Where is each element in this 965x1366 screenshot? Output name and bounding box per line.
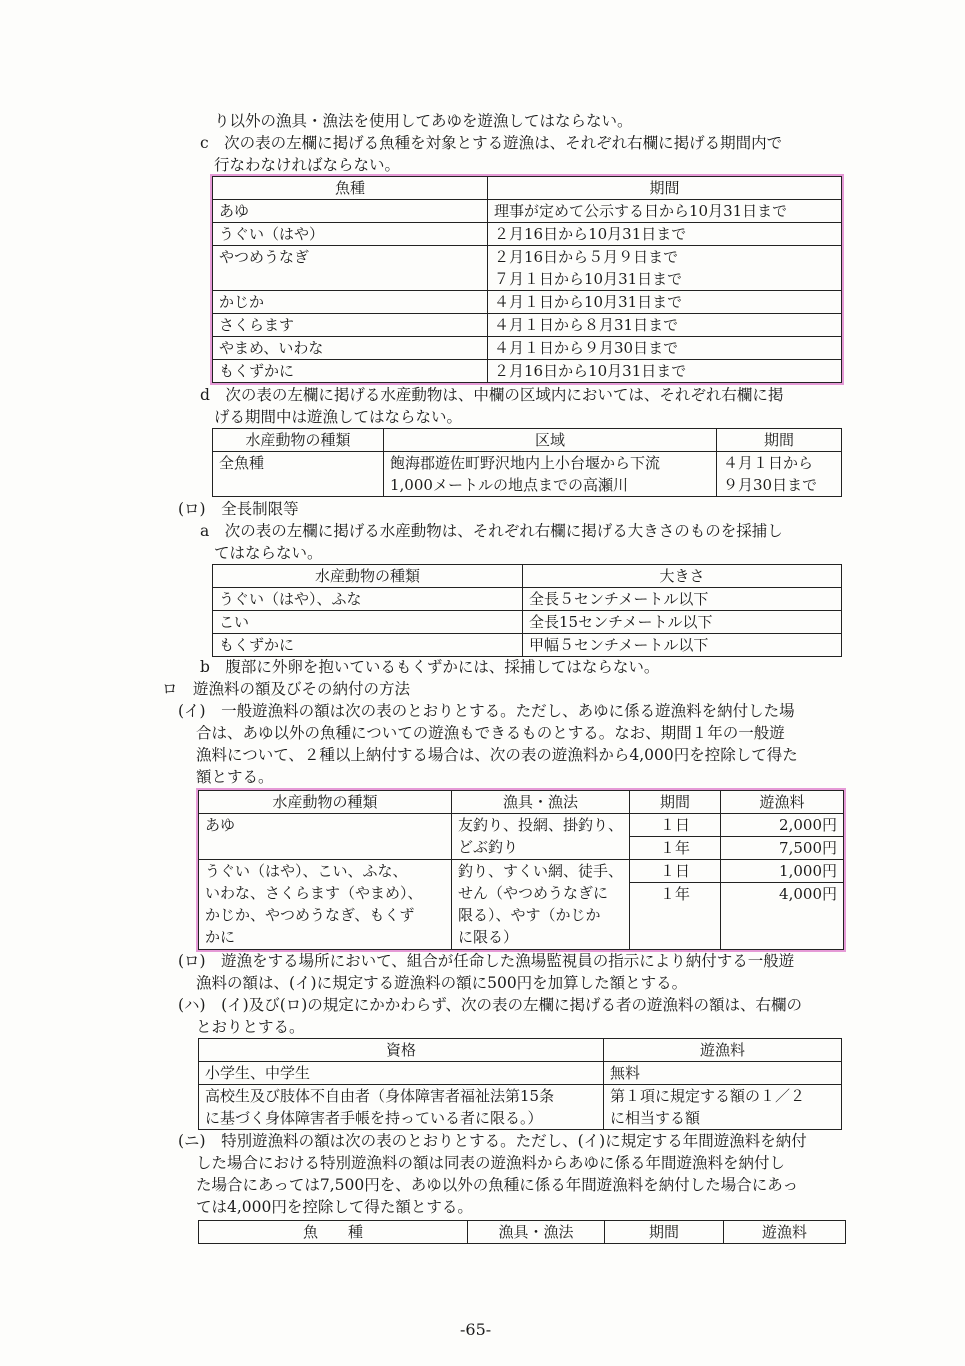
- table-header: 魚種: [213, 177, 488, 200]
- text-line: り以外の漁具・漁法を使用してあゆを遊漁してはならない。: [214, 112, 633, 130]
- text-line: d 次の表の左欄に掲げる水産動物は、中欄の区域内においては、それぞれ右欄に掲: [200, 386, 784, 404]
- table-header: 漁具・漁法: [468, 1221, 605, 1244]
- table-header: 遊漁料: [604, 1039, 842, 1062]
- table-row: 全魚種 飽海郡遊佐町野沢地内上小台堰から下流 1,000メートルの地点までの高瀬川 ４月１日から ９月30日まで: [213, 452, 842, 497]
- text-line: ロ 遊漁料の額及びその納付の方法: [162, 680, 411, 698]
- text-line: a 次の表の左欄に掲げる水産動物は、それぞれ右欄に掲げる大きさのものを採捕し: [200, 522, 783, 540]
- table-row: かじか ４月１日から10月31日まで: [213, 291, 842, 314]
- text-line: 漁料の額は、(イ)に規定する遊漁料の額に500円を加算した額とする。: [196, 974, 688, 992]
- table-row: ７月１日から10月31日まで: [213, 268, 842, 291]
- table-row: やつめうなぎ ２月16日から５月９日まで: [213, 246, 842, 269]
- table-header: 水産動物の種類: [213, 565, 523, 588]
- table-header: 期間: [605, 1221, 724, 1244]
- table-row: もくずかに 甲幅５センチメートル以下: [213, 634, 842, 657]
- table-row: もくずかに ２月16日から10月31日まで: [213, 360, 842, 383]
- table-row: あゆ 理事が定めて公示する日から10月31日まで: [213, 200, 842, 223]
- table-row: うぐい（はや）、ふな 全長５センチメートル以下: [213, 588, 842, 611]
- text-line: b 腹部に外卵を抱いているもくずかには、採捕してはならない。: [200, 658, 660, 676]
- text-line: てはならない。: [214, 544, 323, 562]
- text-line: した場合における特別遊漁料の額は同表の遊漁料からあゆに係る年間遊漁料を納付し: [196, 1154, 786, 1172]
- table-row: １年 4,000円: [199, 883, 844, 950]
- table-header: 水産動物の種類: [213, 429, 384, 452]
- table-header: 資格: [199, 1039, 604, 1062]
- text-line: 額とする。: [196, 768, 274, 786]
- text-line: (イ) 一般遊漁料の額は次の表のとおりとする。ただし、あゆに係る遊漁料を納付した場: [178, 702, 795, 720]
- table-header: 漁具・漁法: [452, 791, 630, 814]
- text-line: (ロ) 遊漁をする場所において、組合が任命した漁場監視員の指示により納付する一般遊: [178, 952, 795, 970]
- size-limit-table: [212, 564, 842, 657]
- table-row: １年 7,500円: [199, 837, 844, 860]
- fish-season-table: [212, 176, 842, 383]
- table-row: 高校生及び肢体不自由者（身体障害者福祉法第15条 に基づく身体障害者手帳を持っている者に限る。） 第１項に規定する額の１／２ に相当する額: [199, 1085, 842, 1130]
- special-fee-table: [198, 1220, 846, 1244]
- page-number: -65-: [460, 1320, 492, 1339]
- text-line: げる期間中は遊漁してはならない。: [214, 408, 463, 426]
- table-header: 期間: [488, 177, 842, 200]
- qualification-fee-table: [198, 1038, 842, 1130]
- text-line: 漁料について、２種以上納付する場合は、次の表の遊漁料から4,000円を控除して得た: [196, 746, 798, 764]
- text-line: た場合にあっては7,500円を、あゆ以外の魚種に係る年間遊漁料を納付した場合にあっ: [196, 1176, 799, 1194]
- text-line: (ロ) 全長制限等: [178, 500, 299, 518]
- table-row: やまめ、いわな ４月１日から９月30日まで: [213, 337, 842, 360]
- table-header: 大きさ: [523, 565, 842, 588]
- table-header: 魚 種: [199, 1221, 468, 1244]
- table-header: 遊漁料: [721, 791, 844, 814]
- closed-area-table: [212, 428, 842, 497]
- general-fee-table: [198, 790, 844, 950]
- table-row: あゆ 友釣り、投網、掛釣り、 どぶ釣り １日 2,000円: [199, 814, 844, 837]
- table-row: こい 全長15センチメートル以下: [213, 611, 842, 634]
- table-header: 水産動物の種類: [199, 791, 452, 814]
- table-row: 小学生、中学生 無料: [199, 1062, 842, 1085]
- table-row: うぐい（はや）、こい、ふな、 いわな、さくらます（やまめ）、 かじか、やつめうなぎ、もくず かに 釣り、すくい網、徒手、 せん（やつめうなぎに 限る）、やす（かじか に限る） １日 1,000円: [199, 860, 844, 883]
- text-line: c 次の表の左欄に掲げる魚種を対象とする遊漁は、それぞれ右欄に掲げる期間内で: [200, 134, 783, 152]
- table-row: さくらます ４月１日から８月31日まで: [213, 314, 842, 337]
- table-header: 期間: [717, 429, 842, 452]
- text-line: (ハ) (イ)及び(ロ)の規定にかかわらず、次の表の左欄に掲げる者の遊漁料の額は、右欄の: [178, 996, 803, 1014]
- text-line: とおりとする。: [196, 1018, 305, 1036]
- table-header: 遊漁料: [724, 1221, 846, 1244]
- text-line: ては4,000円を控除して得た額とする。: [196, 1198, 473, 1216]
- table-header: 期間: [630, 791, 721, 814]
- table-row: うぐい（はや） ２月16日から10月31日まで: [213, 223, 842, 246]
- text-line: (ニ) 特別遊漁料の額は次の表のとおりとする。ただし、(イ)に規定する年間遊漁料を納付: [178, 1132, 807, 1150]
- text-line: 合は、あゆ以外の魚種についての遊漁もできるものとする。なお、期間１年の一般遊: [196, 724, 785, 742]
- text-line: 行なわなければならない。: [214, 156, 401, 174]
- table-header: 区域: [384, 429, 717, 452]
